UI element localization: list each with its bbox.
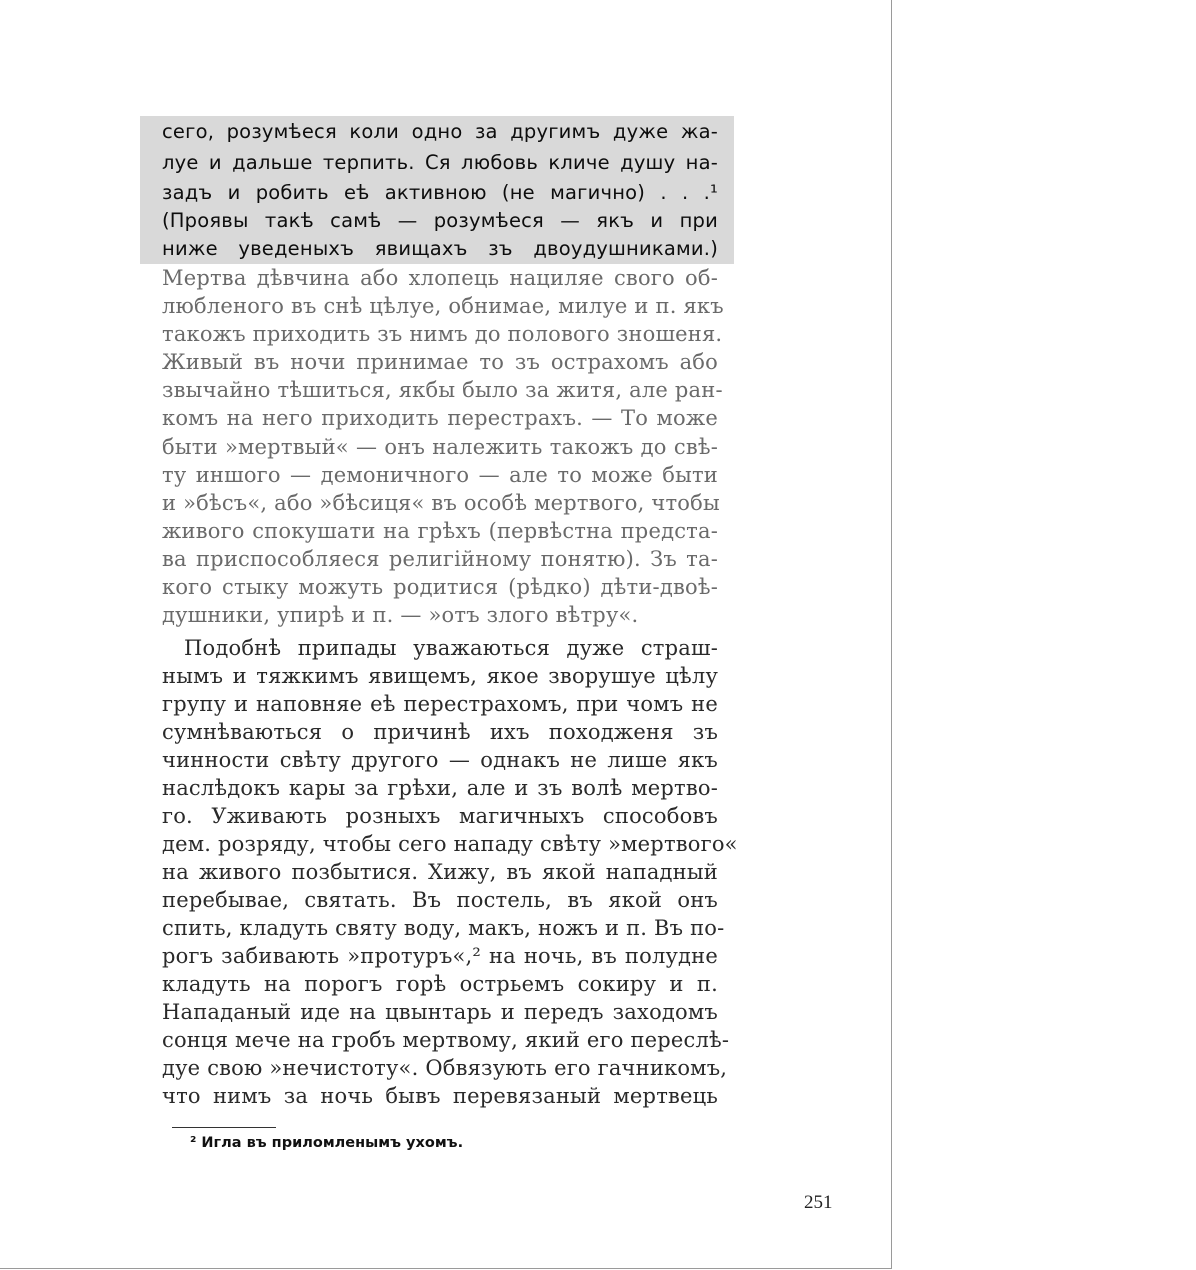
text-line: что нимъ за ночь бывъ перевязаный мертвець bbox=[162, 1084, 718, 1108]
text-line: и »бѣсъ«, або »бѣсиця« въ особѣ мертвого, чтобы bbox=[162, 491, 720, 515]
text-line: нымъ и тяжкимъ явищемъ, якое зворушуе цѣлу bbox=[162, 664, 718, 688]
text-line: (Проявы такѣ самѣ — розумѣеся — якъ и при bbox=[162, 209, 718, 232]
text-line: кого стыку можуть родитися (рѣдко) дѣти-двоѣ- bbox=[162, 575, 718, 599]
text-line: луе и дальше терпить. Ся любовь кличе душу на- bbox=[162, 151, 718, 174]
text-line: групу и наповняе еѣ перестрахомъ, при чомъ не bbox=[162, 692, 718, 716]
text-line: дем. розряду, чтобы сего нападу свѣту »мертвого« bbox=[162, 832, 738, 856]
text-line: звычайно тѣшиться, якбы было за житя, але ран- bbox=[162, 378, 723, 402]
text-line: спить, кладуть святу воду, макъ, ножъ и п. Въ по- bbox=[162, 916, 725, 940]
text-line: дуе свою »нечистоту«. Обвязують его гачникомъ, bbox=[162, 1056, 728, 1080]
text-line: чинности свѣту другого — однакъ не лише якъ bbox=[162, 748, 718, 772]
text-line: ниже уведеныхъ явищахъ зъ двоудушниками.) bbox=[162, 237, 718, 260]
text-line: такожъ приходить зъ нимъ до полового зношеня. bbox=[162, 322, 723, 346]
text-line: перебывае, святать. Въ постель, въ якой онъ bbox=[162, 888, 718, 912]
text-line: живого спокушати на грѣхъ (первѣстна предста- bbox=[162, 519, 718, 543]
footnote: ² Игла въ приломленымъ ухомъ. bbox=[190, 1135, 464, 1151]
text-line: го. Уживають розныхъ магичныхъ способовъ bbox=[162, 804, 718, 828]
text-line: Нападаный иде на цвынтарь и передъ заходомъ bbox=[162, 1000, 718, 1024]
text-line: сонця мече на гробъ мертвому, який его переслѣ- bbox=[162, 1028, 730, 1052]
text-line: ту иншого — демоничного — але то може быти bbox=[162, 463, 718, 487]
footnote-rule bbox=[172, 1127, 276, 1128]
text-line: ва приспособляеся религійному понятю). Зъ та- bbox=[162, 547, 718, 571]
text-line: быти »мертвый« — онъ належить такожъ до свѣ- bbox=[162, 435, 718, 459]
text-line: любленого въ снѣ цѣлуе, обнимае, милуе и п. якъ bbox=[162, 294, 724, 318]
text-line: Мертва дѣвчина або хлопець нациляе свого об- bbox=[162, 266, 718, 290]
text-line: кладуть на порогъ горѣ острьемъ сокиру и п. bbox=[162, 972, 718, 996]
page-number: 251 bbox=[804, 1192, 833, 1213]
text-line: рогъ забивають »протуръ«,² на ночь, въ полудне bbox=[162, 944, 718, 968]
text-line: душники, упирѣ и п. — »отъ злого вѣтру«. bbox=[162, 603, 639, 627]
text-line: сумнѣваються о причинѣ ихъ походженя зъ bbox=[162, 720, 718, 744]
text-line: на живого позбытися. Хижу, въ якой нападный bbox=[162, 860, 718, 884]
text-line: комъ на него приходить перестрахъ. — То може bbox=[162, 406, 718, 430]
text-line: Живый въ ночи принимае то зъ острахомъ або bbox=[162, 350, 718, 374]
text-line: задъ и робить еѣ активною (не магично) . . .¹ bbox=[162, 181, 718, 204]
text-line: наслѣдокъ кары за грѣхи, але и зъ волѣ мертво- bbox=[162, 776, 718, 800]
text-line: Подобнѣ припады уважаються дуже страш- bbox=[184, 636, 718, 660]
text-line: сего, розумѣеся коли одно за другимъ дуже жа- bbox=[162, 120, 718, 143]
